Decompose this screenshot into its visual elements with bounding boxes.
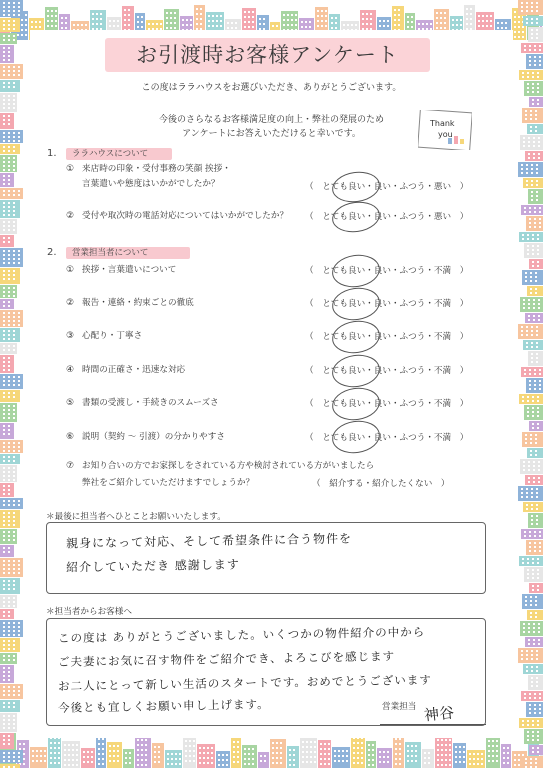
s2-q5-number: ⑤ (66, 398, 75, 408)
s2-q7-options[interactable]: （ 紹介する・紹介したくない ） (312, 479, 450, 489)
s2-q3-text: 心配り・丁寧さ (82, 331, 143, 341)
reply-heading: ＊担当者からお客様へ (46, 607, 132, 617)
s2-q6-options[interactable]: （ とても良い・良い・ふつう・不満 ） (305, 433, 469, 443)
intro-text-1: この度はララハウスをお選びいただき、ありがとうございます。 (141, 83, 402, 93)
s1-q2-number: ② (66, 211, 75, 221)
s2-q1-number: ① (66, 265, 75, 275)
s2-q1-options[interactable]: （ とても良い・良い・ふつう・不満 ） (305, 266, 469, 276)
s2-q3-options[interactable]: （ とても良い・良い・ふつう・不満 ） (305, 332, 469, 342)
signature-line (380, 724, 486, 725)
reply-handwritten-line1: この度は ありがとうございました。いくつかの物件紹介の中から (57, 624, 426, 646)
section1-heading: ララハウスについて (66, 148, 172, 160)
intro-text-2: 今後のさらなるお客様満足度の向上・弊社の発展のため (158, 115, 384, 125)
s2-q5-options[interactable]: （ とても良い・良い・ふつう・不満 ） (305, 399, 469, 409)
s1-q1-number: ① (66, 164, 75, 174)
s2-q2-options[interactable]: （ とても良い・良い・ふつう・不満 ） (305, 299, 469, 309)
s2-q2-number: ② (66, 298, 75, 308)
section2-heading: 営業担当者について (66, 247, 190, 259)
staff-signature: 神谷 (423, 703, 455, 725)
s2-q4-number: ④ (66, 365, 75, 375)
s2-q6-number: ⑥ (66, 432, 75, 442)
message-handwritten-line2: 紹介していただき 感謝します (65, 557, 240, 575)
s1-q2-text: 受付や取次時の電話対応についてはいかがでしたか？ (82, 211, 289, 221)
s1-q1-text-2: 言葉遣いや態度はいかがでしたか？ (82, 179, 220, 189)
s2-q6-text: 説明（契約 ～ 引渡）の分かりやすさ (82, 432, 225, 442)
s1-q1-options[interactable]: （ とても良い・良い・ふつう・悪い ） (305, 182, 469, 192)
section1-number: 1. (47, 148, 57, 159)
reply-handwritten-line4: 今後とも宜しくお願い申し上げます。 (57, 697, 270, 715)
s2-q7-number: ⑦ (66, 461, 75, 471)
staff-label: 営業担当 (382, 702, 417, 712)
thank-you-line2: you (438, 130, 453, 139)
s1-q1-text-1: 来店時の印象・受付事務の笑顔 挨拶・ (82, 164, 231, 174)
thank-you-card-icon (418, 110, 472, 150)
s1-q2-options[interactable]: （ とても良い・良い・ふつう・悪い ） (305, 212, 469, 222)
s2-q7-text-2: 弊社をご紹介していただけますでしょうか？ (82, 478, 255, 488)
s2-q2-text: 報告・連絡・約束ごとの徹底 (82, 298, 194, 308)
s2-q4-options[interactable]: （ とても良い・良い・ふつう・不満 ） (305, 366, 469, 376)
page-title: お引渡時お客様アンケート (136, 43, 399, 67)
intro-text-3: アンケートにお答えいただけると幸いです。 (182, 129, 361, 139)
s2-q7-text-1: お知り合いの方でお家探しをされている方や検討されている方がいましたら (82, 461, 375, 471)
s2-q1-text: 挨拶・言葉遣いについて (82, 265, 177, 275)
message-handwritten-line1: 親身になって対応、そして希望条件に合う物件を (65, 531, 353, 551)
reply-handwritten-line3: お二人にとって新しい生活のスタートです。おめでとうございます (57, 672, 432, 694)
s2-q4-text: 時間の正確さ・迅速な対応 (82, 365, 186, 375)
thank-you-line1: Thank (430, 119, 455, 128)
reply-handwritten-line2: ご夫妻にお気に召す物件をご紹介でき、よろこびを感じます (57, 649, 396, 669)
section2-number: 2. (47, 247, 57, 258)
s2-q5-text: 書類の受渡し・手続きのスムーズさ (82, 398, 219, 408)
message-heading: ＊最後に担当者へひとことお願いいたします。 (46, 512, 226, 522)
s2-q3-number: ③ (66, 331, 75, 341)
